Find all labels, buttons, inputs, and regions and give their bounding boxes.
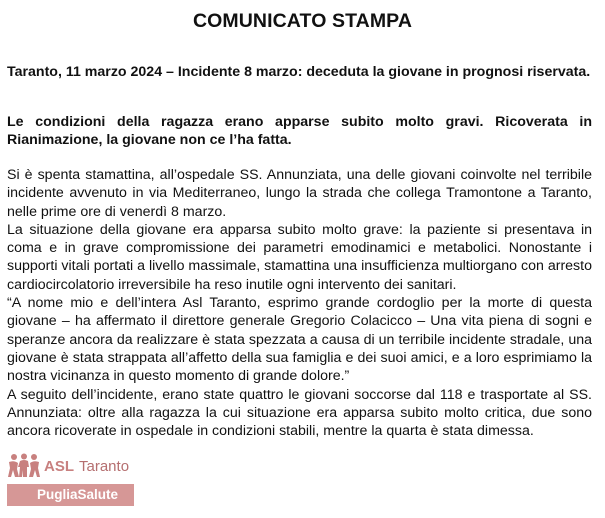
body-text: [7, 166, 592, 440]
subheadline: Le condizioni della ragazza erano apparse subito molto gravi. Ricoverata in Rianimazione, la giovane non ce l’ha fatta.: [7, 114, 592, 149]
logo-wordmark: [44, 458, 129, 475]
document-title: COMUNICATO STAMPA: [192, 10, 413, 32]
logo-city-text: Taranto: [79, 458, 130, 475]
paragraph: La situazione della giovane era apparsa subito molto grave: la paziente si presentava in coma e in grave compromissione dei parametri emodinamici e metabolici. Nonostante i supporti vitali portati a livello massimale, stamattina una insufficienza multiorgano con arresto cardiocircolatorio irreversibile ha reso inutile ogni intervento dei sanitari.: [7, 221, 592, 293]
paragraph: Si è spenta stamattina, all’ospedale SS. Annunziata, una delle giovani coinvolte nel terribile incidente avvenuto in via Mediterraneo, lungo la strada che collega Tramontone a Taranto, nelle prime ore di venerdì 8 marzo.: [7, 167, 592, 220]
paragraph: A seguito dell’incidente, erano state quattro le giovani soccorse dal 118 e trasportate al SS. Annunziata: oltre alla ragazza la cui situazione era apparsa subito molto critica, due sono ancora ricoverate in ospedale in condizioni stabili, mentre la quarta è stata dimessa.: [7, 386, 592, 440]
people-icon: [7, 453, 41, 481]
logo-asl-text: ASL: [44, 458, 74, 475]
logo-band-text: PugliaSalute: [37, 487, 119, 502]
asl-taranto-logo: [7, 453, 137, 508]
headline: Taranto, 11 marzo 2024 – Incidente 8 marzo: deceduta la giovane in prognosi riservata.: [7, 64, 591, 80]
logo-band: [7, 484, 134, 506]
paragraph: “A nome mio e dell’intera Asl Taranto, esprimo grande cordoglio per la morte di questa giovane – ha affermato il direttore generale Gregorio Colacicco – Una vita piena di sogni e speranze ancora da realizzare è stata spezzata a causa di un terribile incidente stradale, una giovane è stata strappata all’affetto della sua famiglia e dei suoi amici, e a loro esprimiamo la nostra vicinanza in questo momento di grande dolore.”: [7, 295, 592, 385]
